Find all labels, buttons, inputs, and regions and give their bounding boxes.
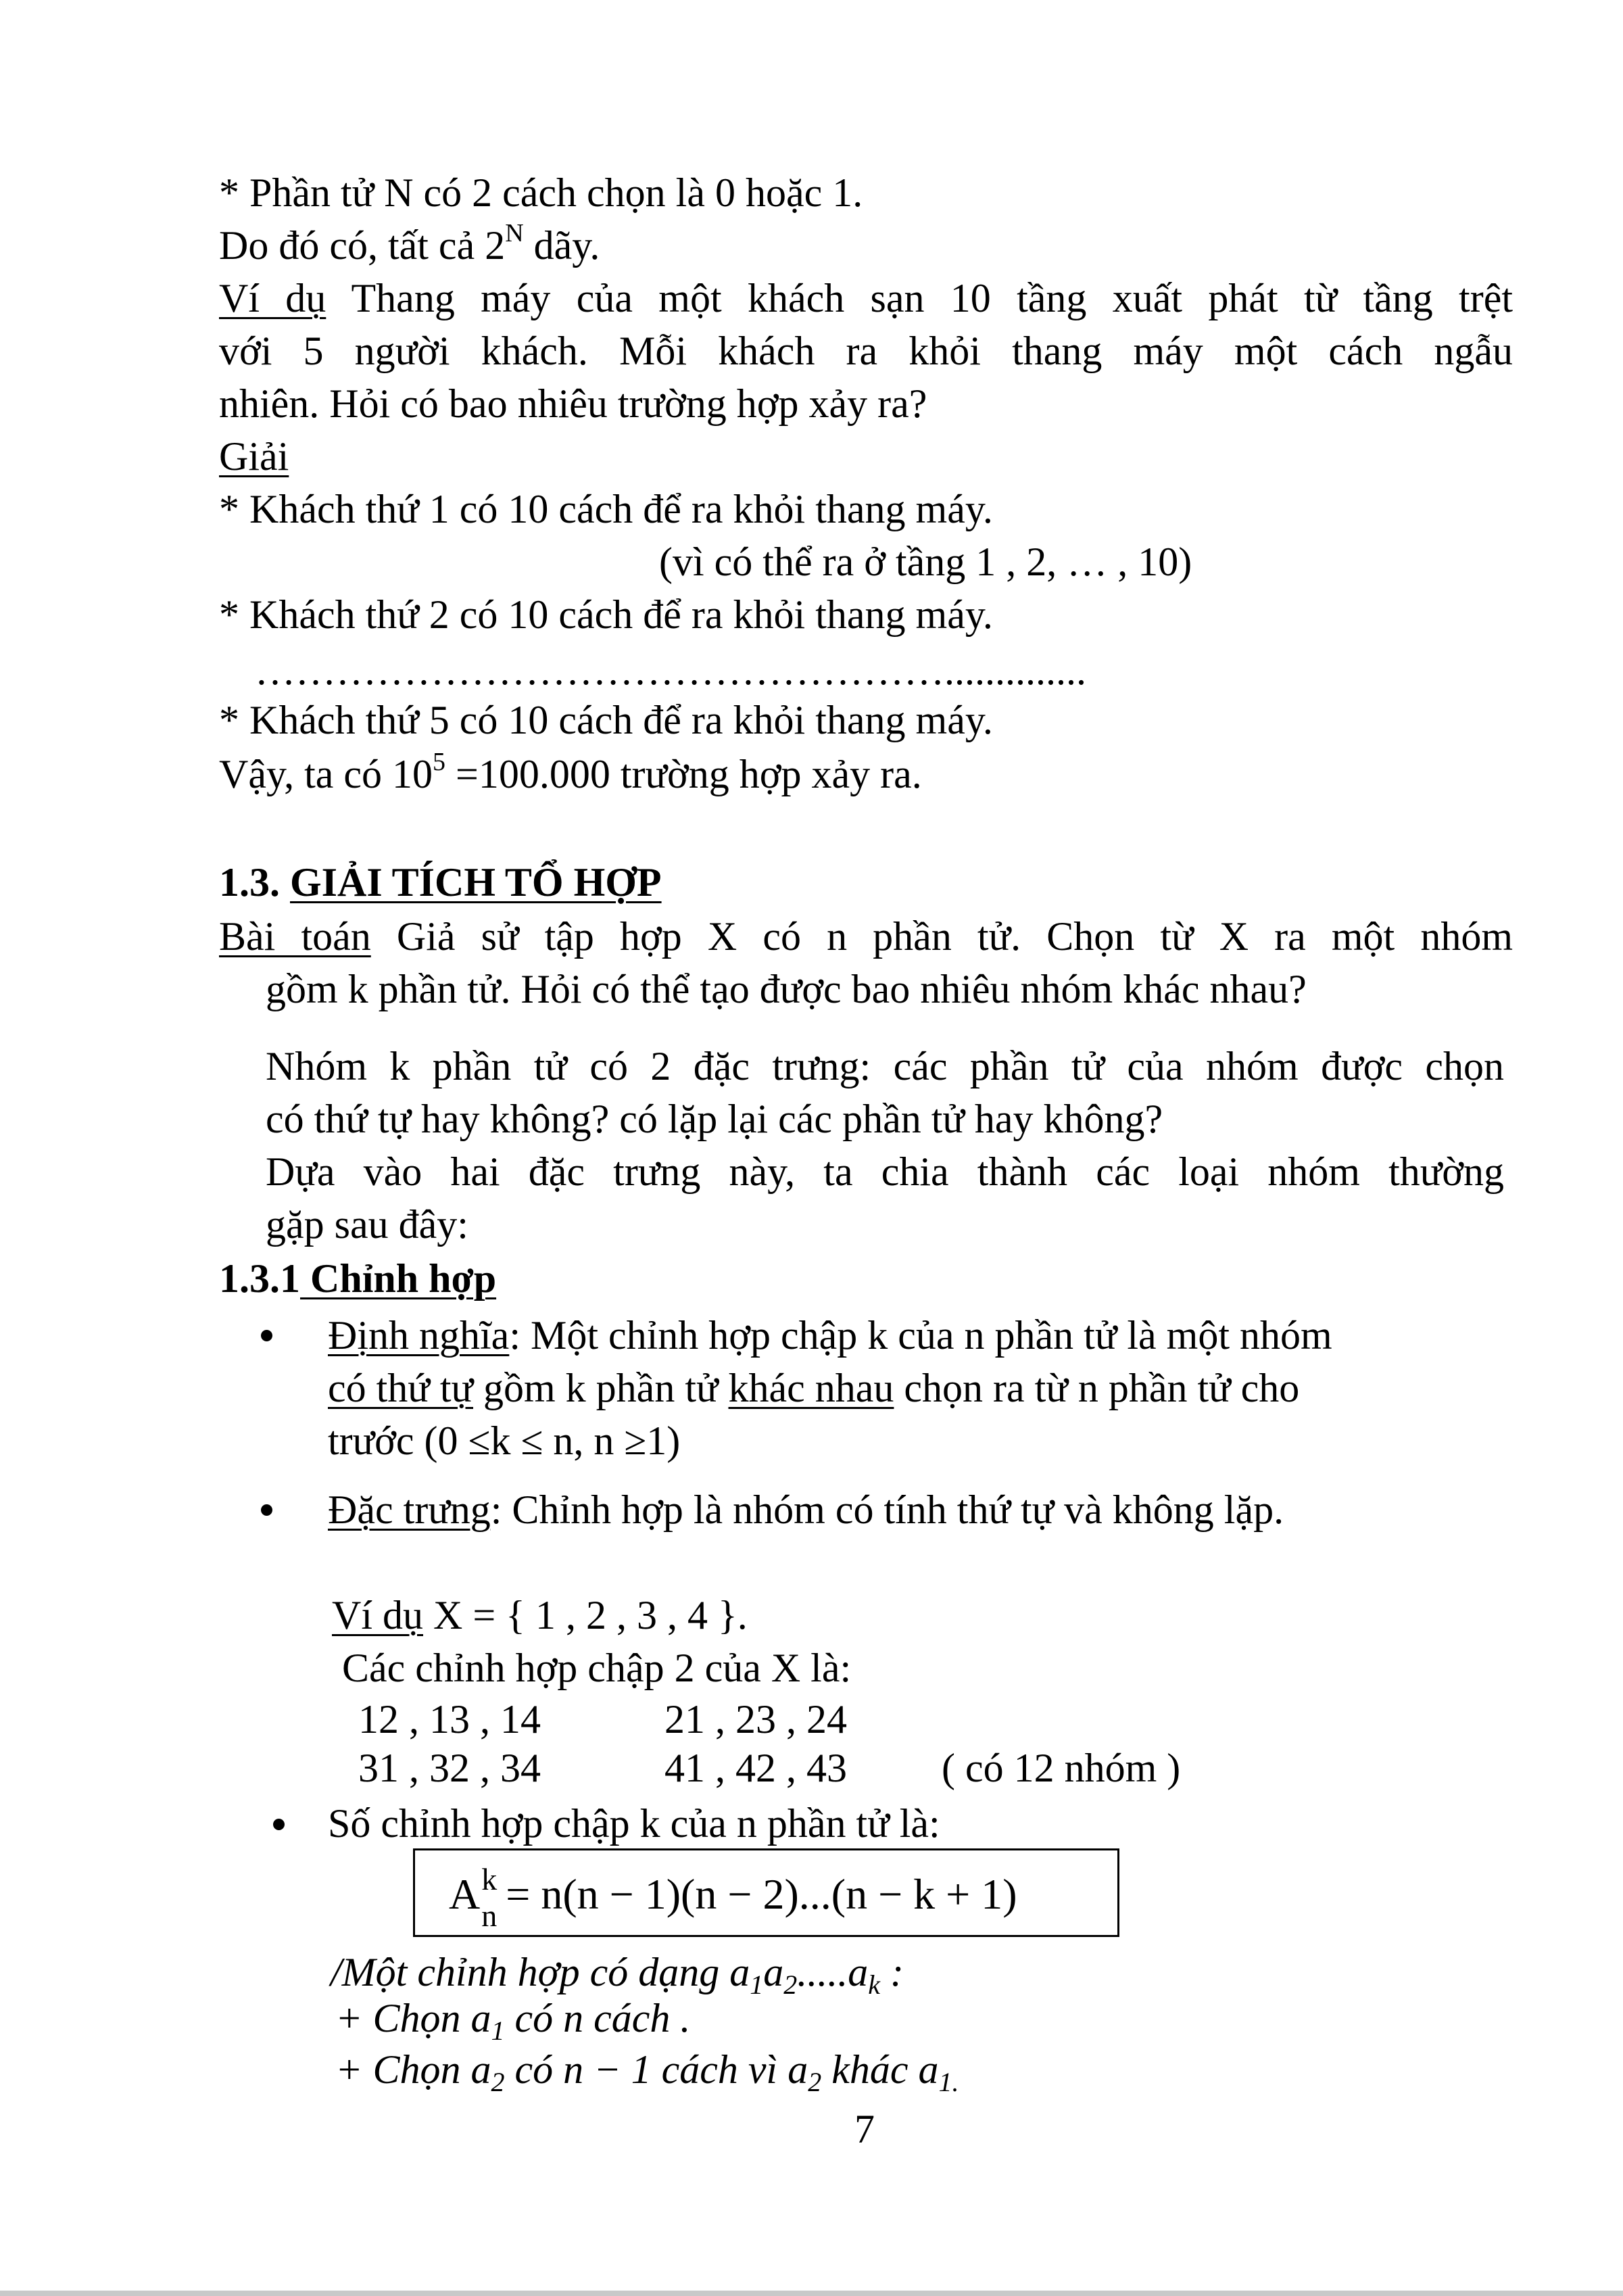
text-line <box>219 748 922 800</box>
bullet <box>261 1504 272 1516</box>
text-line: với 5 người khách. Mỗi khách ra khỏi thang máy một cách ngẫu <box>219 329 1513 373</box>
text-line: Số chỉnh hợp chập k của n phần tử là: <box>328 1801 940 1846</box>
text-span: Giả sử tập hợp X có n phần tử. Chọn từ X ra một nhóm <box>370 914 1513 959</box>
solution-label: Giải <box>219 434 289 479</box>
formula-subscript: n <box>481 1898 498 1933</box>
formula-superscript: k <box>481 1862 498 1896</box>
example-label: Ví dụ <box>332 1593 423 1637</box>
text-span: Thang máy của một khách sạn 10 tầng xuất phát từ tầng trệt <box>326 276 1513 320</box>
text-line: * Khách thứ 1 có 10 cách để ra khỏi thang máy. <box>219 487 993 531</box>
text-span: chọn ra từ n phần tử cho <box>894 1366 1300 1410</box>
text-line: * Phần tử N có 2 cách chọn là 0 hoặc 1. <box>219 170 863 215</box>
text-span: khác a <box>821 2047 939 2092</box>
text-line: có thứ tự hay không? có lặp lại các phần tử hay không? <box>266 1097 1163 1141</box>
subscript: 2 <box>491 2067 505 2097</box>
text-span: Do đó có, tất cả 2 <box>219 223 506 268</box>
page-number: 7 <box>854 2107 875 2151</box>
text-line <box>332 1589 748 1642</box>
text-line <box>219 272 1513 325</box>
subsection-title: Chỉnh hợp <box>300 1256 497 1301</box>
text-line <box>219 910 1513 963</box>
text-line <box>328 1309 1332 1362</box>
text-line: trước (0 ≤k ≤ n, n ≥1) <box>328 1418 681 1463</box>
superscript: 5 <box>433 748 445 776</box>
page-bottom-edge <box>0 2291 1623 2296</box>
note-line <box>335 2043 959 2096</box>
section-number: 1.3. <box>219 860 290 905</box>
example-count: ( có 12 nhóm ) <box>942 1746 1181 1790</box>
text-line <box>219 219 600 272</box>
subscript: 2 <box>783 1969 798 2000</box>
text-span: : Chỉnh hợp là nhóm có tính thứ tự và không lặp. <box>490 1487 1284 1532</box>
text-span: có n cách . <box>504 1996 691 2040</box>
text-span: Vậy, ta có 10 <box>219 752 433 796</box>
text-span: : <box>880 1950 904 1994</box>
underlined-term: có thứ tự <box>328 1366 474 1410</box>
subscript: k <box>868 1969 881 2000</box>
subscript: 2 <box>808 2067 822 2097</box>
formula-symbol: A <box>449 1870 481 1918</box>
feature-label: Đặc trưng <box>328 1487 491 1532</box>
text-span: a <box>763 1950 784 1994</box>
text-span: + Chọn a <box>335 1996 491 2040</box>
underlined-term: khác nhau <box>728 1366 894 1410</box>
bullet <box>261 1330 272 1341</box>
section-title: GIẢI TÍCH TỔ HỢP <box>290 860 662 905</box>
text-line: gồm k phần tử. Hỏi có thể tạo được bao nhiêu nhóm khác nhau? <box>266 967 1307 1011</box>
text-span: có n − 1 cách vì a <box>504 2047 808 2092</box>
formula-rhs: = n(n − 1)(n − 2)...(n − k + 1) <box>506 1870 1017 1918</box>
text-line: (vì có thể ra ở tầng 1 , 2, … , 10) <box>659 540 1192 584</box>
text-line: Nhóm k phần tử có 2 đặc trưng: các phần tử của nhóm được chọn <box>266 1044 1504 1089</box>
note-mark: / <box>331 1950 342 1994</box>
dotted-line: …………………………………………….............. <box>255 648 1086 693</box>
text-span: .....a <box>797 1950 869 1994</box>
formula-box <box>413 1848 1119 1937</box>
text-line: * Khách thứ 5 có 10 cách để ra khỏi thang máy. <box>219 698 993 742</box>
formula <box>449 1862 1017 1933</box>
formula-indices <box>480 1862 506 1933</box>
section-heading <box>219 856 662 909</box>
text-span: =100.000 trường hợp xảy ra. <box>445 752 922 796</box>
note-line <box>331 1946 904 1999</box>
example-label: Ví dụ <box>219 276 326 320</box>
text-span: dãy. <box>523 223 600 268</box>
bullet <box>273 1819 285 1830</box>
example-row: 41 , 42 , 43 <box>664 1746 847 1790</box>
subscript: 1 <box>491 2015 505 2046</box>
text-span: : Một chỉnh hợp chập k của n phần tử là một nhóm <box>509 1313 1332 1358</box>
text-line <box>219 430 289 483</box>
text-line: Các chỉnh hợp chập 2 của X là: <box>342 1646 852 1690</box>
text-line: Dựa vào hai đặc trưng này, ta chia thành các loại nhóm thường <box>266 1149 1504 1194</box>
note-line <box>335 1992 690 2044</box>
example-row: 12 , 13 , 14 <box>358 1697 541 1742</box>
example-row: 21 , 23 , 24 <box>664 1697 847 1742</box>
example-row: 31 , 32 , 34 <box>358 1746 541 1790</box>
problem-label: Bài toán <box>219 914 371 959</box>
subsection-number: 1.3.1 <box>219 1256 300 1301</box>
text-line <box>328 1483 1284 1536</box>
definition-label: Định nghĩa <box>328 1313 510 1358</box>
subscript: 1. <box>938 2067 959 2097</box>
text-span: + Chọn a <box>335 2047 491 2092</box>
text-span: Một chỉnh hợp có dạng a <box>341 1950 750 1994</box>
text-line: nhiên. Hỏi có bao nhiêu trường hợp xảy ra? <box>219 381 927 426</box>
text-span: gồm k phần tử <box>473 1366 729 1410</box>
text-line: gặp sau đây: <box>266 1202 468 1247</box>
superscript: N <box>505 219 524 247</box>
text-span: X = { 1 , 2 , 3 , 4 }. <box>423 1593 748 1637</box>
subsection-heading <box>219 1252 496 1305</box>
subscript: 1 <box>750 1969 764 2000</box>
text-line <box>328 1362 1299 1414</box>
text-line: * Khách thứ 2 có 10 cách để ra khỏi thang máy. <box>219 592 993 637</box>
